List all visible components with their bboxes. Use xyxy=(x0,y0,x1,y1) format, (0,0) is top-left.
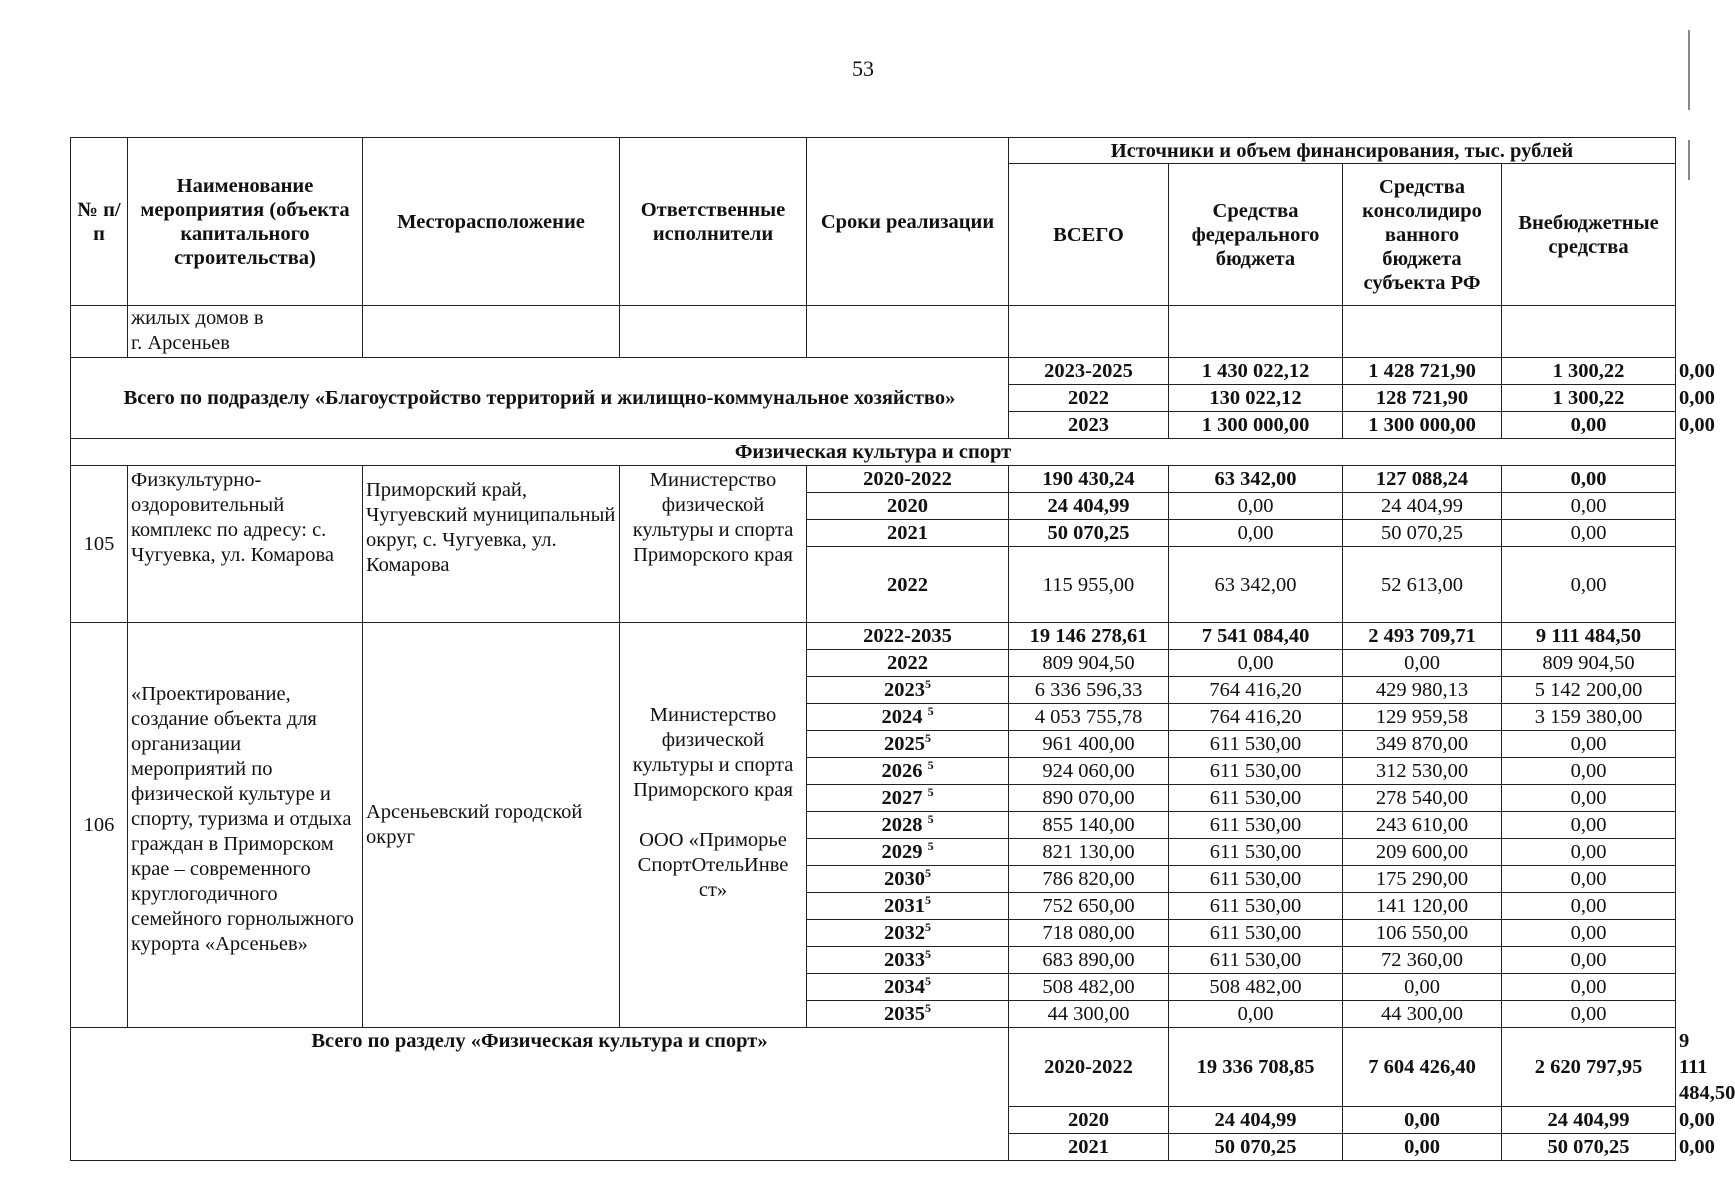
federal: 0,00 xyxy=(1169,493,1343,520)
total: 1 430 022,12 xyxy=(1169,358,1343,385)
period xyxy=(807,758,1009,785)
subtotal-improvement-row: Всего по подразделу «Благоустройство территорий и жилищно-коммунальное хозяйство» 2023-2025 1 430 022,12 1 428 721,90 1 300,22 0,00 xyxy=(71,358,1676,385)
continuation-name-line2: г. Арсеньев xyxy=(131,332,230,354)
period: 2020-2022 xyxy=(1009,1028,1169,1107)
extra: 0,00 xyxy=(1502,866,1676,893)
page-number: 53 xyxy=(852,56,874,81)
cell xyxy=(363,306,620,358)
extra: 0,00 xyxy=(1502,466,1676,493)
consolidated: 129 959,58 xyxy=(1343,704,1502,731)
total: 508 482,00 xyxy=(1009,974,1169,1001)
total: 718 080,00 xyxy=(1009,920,1169,947)
total: 24 404,99 xyxy=(1169,1107,1343,1134)
header-row-1 xyxy=(71,138,1676,164)
header-extrabudget: Внебюджетные средства xyxy=(1502,164,1676,306)
extra: 0,00 xyxy=(1502,785,1676,812)
federal: 611 530,00 xyxy=(1169,758,1343,785)
federal: 611 530,00 xyxy=(1169,731,1343,758)
consolidated: 50 070,25 xyxy=(1343,520,1502,547)
federal: 1 428 721,90 xyxy=(1343,358,1502,385)
consolidated: 243 610,00 xyxy=(1343,812,1502,839)
total: 50 070,25 xyxy=(1009,520,1169,547)
continuation-name-line1: жилых домов в xyxy=(131,307,264,329)
period: 2022 xyxy=(807,650,1009,677)
footnote-mark: 5 xyxy=(925,920,931,935)
period-year: 2028 xyxy=(881,814,923,836)
header-federal: Средства федерального бюджета xyxy=(1169,164,1343,306)
federal: 611 530,00 xyxy=(1169,947,1343,974)
extra: 0,00 xyxy=(1502,839,1676,866)
period xyxy=(807,812,1009,839)
total: 1 300 000,00 xyxy=(1169,412,1343,439)
extra: 9 111 484,50 xyxy=(1502,623,1676,650)
consolidated: 278 540,00 xyxy=(1343,785,1502,812)
item106-row xyxy=(71,623,1676,650)
period: 2023 xyxy=(1009,412,1169,439)
consolidated: 2 493 709,71 xyxy=(1343,623,1502,650)
total-section-row: 2020 24 404,99 0,00 24 404,99 0,00 xyxy=(71,1107,1676,1134)
period xyxy=(807,677,1009,704)
total: 961 400,00 xyxy=(1009,731,1169,758)
consolidated: 24 404,99 xyxy=(1343,493,1502,520)
footnote-mark: 5 xyxy=(925,866,931,881)
subtotal-improvement-label: Всего по подразделу «Благоустройство территорий и жилищно-коммунальное хозяйство» xyxy=(71,358,1009,439)
period: 2023-2025 xyxy=(1009,358,1169,385)
consolidated: 0,00 xyxy=(1343,974,1502,1001)
consolidated: 1 300,22 xyxy=(1502,385,1676,412)
total-section-row: 2021 50 070,25 0,00 50 070,25 0,00 xyxy=(71,1134,1676,1161)
total: 6 336 596,33 xyxy=(1009,677,1169,704)
consolidated: 209 600,00 xyxy=(1343,839,1502,866)
federal: 7 541 084,40 xyxy=(1169,623,1343,650)
consolidated: 24 404,99 xyxy=(1502,1107,1676,1134)
federal: 611 530,00 xyxy=(1169,920,1343,947)
total: 890 070,00 xyxy=(1009,785,1169,812)
scan-edge-mark xyxy=(1688,140,1690,180)
period: 2022 xyxy=(1009,385,1169,412)
period-year: 2030 xyxy=(884,868,925,890)
item105-name: Физкультурно-оздоровительный комплекс по адресу: с. Чугуевка, ул. Комарова xyxy=(128,466,363,623)
item105-location: Приморский край, Чугуевский муниципальный округ, с. Чугуевка, ул. Комарова xyxy=(363,466,620,623)
period xyxy=(807,893,1009,920)
item106-num: 106 xyxy=(71,623,128,1028)
consolidated: 141 120,00 xyxy=(1343,893,1502,920)
total: 4 053 755,78 xyxy=(1009,704,1169,731)
footnote-mark: 5 xyxy=(927,839,934,854)
item105-row xyxy=(71,466,1676,493)
total: 683 890,00 xyxy=(1009,947,1169,974)
header-consolidated: Средства консолидиро ванного бюджета субъекта РФ xyxy=(1343,164,1502,306)
period xyxy=(807,947,1009,974)
period: 2020 xyxy=(1009,1107,1169,1134)
total: 809 904,50 xyxy=(1009,650,1169,677)
total: 786 820,00 xyxy=(1009,866,1169,893)
extra: 809 904,50 xyxy=(1502,650,1676,677)
period xyxy=(807,920,1009,947)
period-year: 2033 xyxy=(884,949,925,971)
period-year: 2027 xyxy=(881,787,923,809)
total: 50 070,25 xyxy=(1169,1134,1343,1161)
cell xyxy=(807,306,1009,358)
period-year: 2026 xyxy=(881,760,923,782)
consolidated: 106 550,00 xyxy=(1343,920,1502,947)
consolidated: 429 980,13 xyxy=(1343,677,1502,704)
federal: 611 530,00 xyxy=(1169,785,1343,812)
period: 2021 xyxy=(807,520,1009,547)
total: 752 650,00 xyxy=(1009,893,1169,920)
federal: 0,00 xyxy=(1343,1107,1502,1134)
period: 2020-2022 xyxy=(807,466,1009,493)
extra: 0,00 xyxy=(1502,974,1676,1001)
consolidated: 127 088,24 xyxy=(1343,466,1502,493)
total: 24 404,99 xyxy=(1009,493,1169,520)
period-year: 2023 xyxy=(884,679,925,701)
federal: 611 530,00 xyxy=(1169,866,1343,893)
header-responsible: Ответственные исполнители xyxy=(620,138,807,306)
header-funding-group: Источники и объем финансирования, тыс. рублей xyxy=(1009,138,1676,164)
header-num: № п/п xyxy=(71,138,128,306)
header-total: ВСЕГО xyxy=(1009,164,1169,306)
extra: 0,00 xyxy=(1502,1001,1676,1028)
header-name: Наименование мероприятия (объекта капитального строительства) xyxy=(128,138,363,306)
federal: 7 604 426,40 xyxy=(1343,1028,1502,1107)
federal: 764 416,20 xyxy=(1169,704,1343,731)
header-period: Сроки реализации xyxy=(807,138,1009,306)
period: 2022 xyxy=(807,547,1009,623)
extra: 0,00 xyxy=(1502,893,1676,920)
total-section-label: Всего по разделу «Физическая культура и спорт» xyxy=(71,1028,1009,1161)
period-year: 2025 xyxy=(884,733,925,755)
cell xyxy=(71,306,128,358)
period-year: 2024 xyxy=(881,706,923,728)
total: 821 130,00 xyxy=(1009,839,1169,866)
period xyxy=(807,974,1009,1001)
extra: 0,00 xyxy=(1502,947,1676,974)
footnote-mark: 5 xyxy=(927,704,934,719)
period-year: 2031 xyxy=(884,895,925,917)
total: 19 336 708,85 xyxy=(1169,1028,1343,1107)
federal: 0,00 xyxy=(1343,1134,1502,1161)
federal: 0,00 xyxy=(1169,650,1343,677)
footnote-mark: 5 xyxy=(925,677,931,692)
extra: 3 159 380,00 xyxy=(1502,704,1676,731)
scan-edge-mark xyxy=(1688,30,1690,110)
period-year: 2032 xyxy=(884,922,925,944)
period-year: 2034 xyxy=(884,976,925,998)
footnote-mark: 5 xyxy=(927,758,934,773)
consolidated: 312 530,00 xyxy=(1343,758,1502,785)
federal: 764 416,20 xyxy=(1169,677,1343,704)
funding-table xyxy=(70,137,1735,1161)
consolidated: 52 613,00 xyxy=(1343,547,1502,623)
cell xyxy=(620,306,807,358)
total: 19 146 278,61 xyxy=(1009,623,1169,650)
total: 924 060,00 xyxy=(1009,758,1169,785)
footnote-mark: 5 xyxy=(927,812,934,827)
cell xyxy=(1009,306,1169,358)
total: 855 140,00 xyxy=(1009,812,1169,839)
cell xyxy=(1169,306,1343,358)
cell xyxy=(1343,306,1502,358)
federal: 63 342,00 xyxy=(1169,466,1343,493)
period: 2021 xyxy=(1009,1134,1169,1161)
item105-num: 105 xyxy=(71,466,128,623)
footnote-mark: 5 xyxy=(925,893,931,908)
consolidated: 72 360,00 xyxy=(1343,947,1502,974)
period: 2022-2035 xyxy=(807,623,1009,650)
extra: 0,00 xyxy=(1502,758,1676,785)
extra: 0,00 xyxy=(1502,520,1676,547)
total: 44 300,00 xyxy=(1009,1001,1169,1028)
consolidated: 44 300,00 xyxy=(1343,1001,1502,1028)
extra: 5 142 200,00 xyxy=(1502,677,1676,704)
consolidated: 2 620 797,95 xyxy=(1502,1028,1676,1107)
consolidated: 1 300,22 xyxy=(1502,358,1676,385)
consolidated: 0,00 xyxy=(1343,650,1502,677)
period: 2020 xyxy=(807,493,1009,520)
footnote-mark: 5 xyxy=(925,974,931,989)
period xyxy=(807,839,1009,866)
period xyxy=(807,1001,1009,1028)
total: 130 022,12 xyxy=(1169,385,1343,412)
subtotal-improvement-row: 2023 1 300 000,00 1 300 000,00 0,00 0,00 xyxy=(71,412,1676,439)
federal: 0,00 xyxy=(1169,520,1343,547)
extra: 0,00 xyxy=(1502,920,1676,947)
item106-responsible-company: ООО «Приморье СпортОтельИнве ст» xyxy=(637,829,789,901)
total: 190 430,24 xyxy=(1009,466,1169,493)
subtotal-improvement-row: 2022 130 022,12 128 721,90 1 300,22 0,00 xyxy=(71,385,1676,412)
footnote-mark: 5 xyxy=(927,785,934,800)
period xyxy=(807,785,1009,812)
section-title-row xyxy=(71,439,1676,466)
total-section-row: Всего по разделу «Физическая культура и спорт» 2020-2022 19 336 708,85 7 604 426,40 2 620 797,95 9 111 484,50 xyxy=(71,1028,1676,1107)
section-title: Физическая культура и спорт xyxy=(71,439,1676,466)
federal: 63 342,00 xyxy=(1169,547,1343,623)
period-year: 2029 xyxy=(881,841,923,863)
item106-name: «Проектирование, создание объекта для организации мероприятий по физической культуре и спорту, туризма и отдыха граждан в Приморском крае – современного круглогодичного семейного горнолыжного курорта «Арсеньев» xyxy=(128,623,363,1028)
period-year: 2035 xyxy=(884,1003,925,1025)
federal: 1 300 000,00 xyxy=(1343,412,1502,439)
period xyxy=(807,866,1009,893)
extra: 0,00 xyxy=(1502,493,1676,520)
federal: 508 482,00 xyxy=(1169,974,1343,1001)
item105-responsible: Министерство физической культуры и спорта Приморского края xyxy=(620,466,807,623)
consolidated: 0,00 xyxy=(1502,412,1676,439)
period xyxy=(807,731,1009,758)
cell xyxy=(1502,306,1676,358)
item106-responsible-ministry: Министерство физической культуры и спорта Приморского края xyxy=(632,704,794,801)
item106-responsible xyxy=(620,623,807,1028)
extra: 0,00 xyxy=(1502,547,1676,623)
header-location: Месторасположение xyxy=(363,138,620,306)
spacer xyxy=(623,803,803,828)
item106-location: Арсеньевский городской округ xyxy=(363,623,620,1028)
federal: 0,00 xyxy=(1169,1001,1343,1028)
consolidated: 175 290,00 xyxy=(1343,866,1502,893)
federal: 611 530,00 xyxy=(1169,839,1343,866)
period xyxy=(807,704,1009,731)
footnote-mark: 5 xyxy=(925,1001,931,1016)
consolidated: 50 070,25 xyxy=(1502,1134,1676,1161)
consolidated: 349 870,00 xyxy=(1343,731,1502,758)
continuation-row xyxy=(71,306,1676,358)
extra: 0,00 xyxy=(1502,812,1676,839)
footnote-mark: 5 xyxy=(925,947,931,962)
federal: 128 721,90 xyxy=(1343,385,1502,412)
total: 115 955,00 xyxy=(1009,547,1169,623)
federal: 611 530,00 xyxy=(1169,893,1343,920)
footnote-mark: 5 xyxy=(925,731,931,746)
extra: 0,00 xyxy=(1502,731,1676,758)
continuation-name xyxy=(128,306,363,358)
federal: 611 530,00 xyxy=(1169,812,1343,839)
